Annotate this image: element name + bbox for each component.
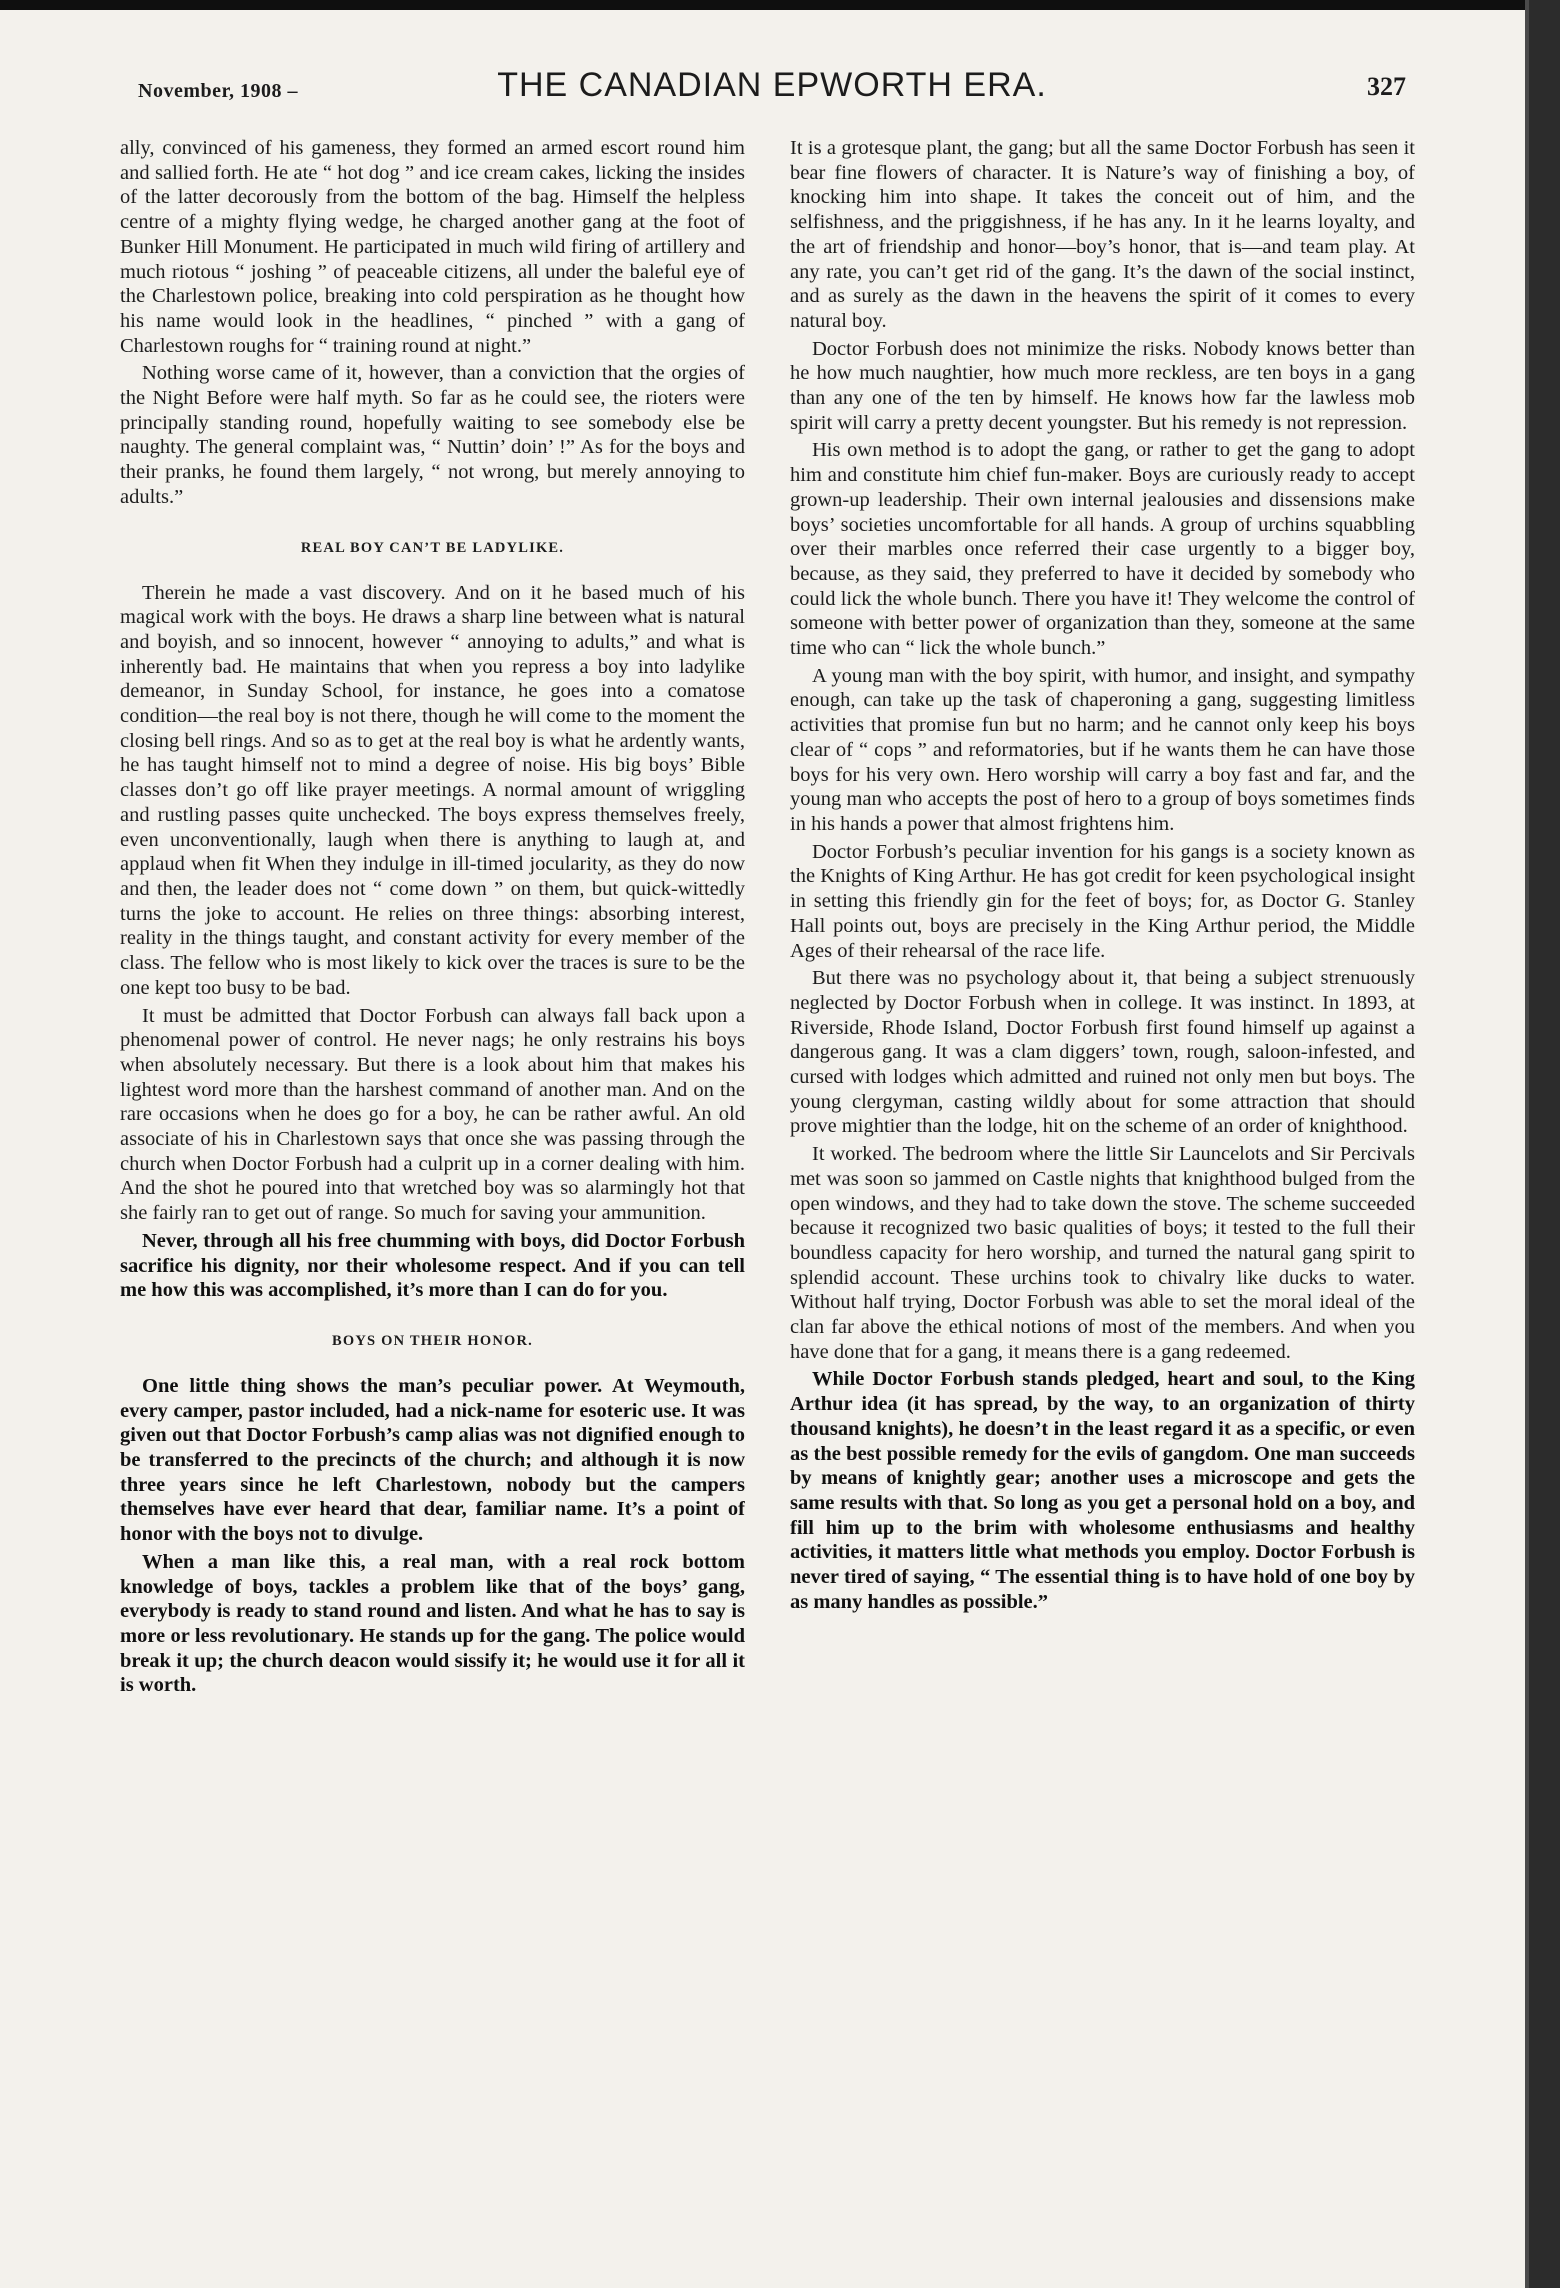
- issue-date: November, 1908 –: [138, 80, 299, 102]
- paragraph: Never, through all his free chumming with boys, did Doctor Forbush sacrifice his dignity, nor their wholesome respect. And if you can tell me how this was accomplished, it’s more than I can do for you.: [120, 1229, 745, 1302]
- paragraph: When a man like this, a real man, with a real rock bottom knowledge of boys, tackles a problem like that of the boys’ gang, everybody is ready to stand round and listen. And what he has to say is more or less revolutionary. He stands up for the gang. The police would break it up; the church deacon would sissify it; he would use it for all it is worth.: [120, 1550, 745, 1697]
- left-column: [120, 136, 745, 2146]
- paragraph: One little thing shows the man’s peculiar power. At Weymouth, every camper, pastor included, had a nick-name for esoteric use. It was given out that Doctor Forbush’s camp alias was not dignified enough to be transferred to the precincts of the church; and although it is now three years since he left Charlestown, nobody but the campers themselves have ever heard that dear, familiar name. It’s a point of honor with the boys not to divulge.: [120, 1374, 745, 1546]
- paragraph: It is a grotesque plant, the gang; but all the same Doctor Forbush has seen it bear fine flowers of character. It is Nature’s way of finishing a boy, of knocking him into shape. It takes the conceit out of him, and the selfishness, and the priggishness, if he has any. In it he learns loyalty, and the art of friendship and honor—boy’s honor, that is—and team play. At any rate, you can’t get rid of the gang. It’s the dawn of the social instinct, and as surely as the dawn in the heavens the spirit of it comes to every natural boy.: [790, 137, 1415, 332]
- magazine-page: [0, 10, 1525, 2288]
- paragraph: It must be admitted that Doctor Forbush can always fall back upon a phenomenal power of control. He never nags; he only restrains his boys when absolutely necessary. But there is a look about him that makes his lightest word more than the harshest command of another man. And on the rare occasions when he does go for a boy, he can be rather awful. An old associate of his in Charlestown says that once she was passing through the church when Doctor Forbush had a culprit up in a corner dealing with him. And the shot he poured into that wretched boy was so alarmingly hot that she fairly ran to get out of range. So much for saving your ammunition.: [120, 1004, 745, 1225]
- paragraph: While Doctor Forbush stands pledged, heart and soul, to the King Arthur idea (it has spread, by the way, to an organization of thirty thousand knights), he doesn’t in the least regard it as a specific, or even as the best possible remedy for the evils of gangdom. One man succeeds by means of knightly gear; another uses a microscope and gets the same results with that. So long as you get a personal hold on a boy, and fill him up to the brim with wholesome enthusiasms and healthy activities, it matters little what methods you employ. Doctor Forbush is never tired of saying, “ The essential thing is to have hold of one boy by as many handles as possible.”: [790, 1368, 1415, 1613]
- paragraph: Therein he made a vast discovery. And on it he based much of his magical work with the boys. He draws a sharp line between what is natural and boyish, and so innocent, however “ annoying to adults,” and what is inherently bad. He maintains that when you repress a boy into ladylike demeanor, in Sunday School, for instance, he goes into a comatose condition—the real boy is not there, though he will come to the moment the closing bell rings. And so as to get at the real boy is what he ardently wants, he has taught himself not to mind a degree of noise. His big boys’ Bible classes don’t go off like prayer meetings. A normal amount of wriggling and rustling passes quite unchecked. The boys express themselves freely, even unconventionally, laugh when there is anything to laugh at, and applaud when fit When they indulge in ill-timed jocularity, as they do now and then, the leader does not “ come down ” on them, but quick-wittedly turns the joke to account. He relies on three things: absorbing interest, reality in the things taught, and constant activity for every member of the class. The fellow who is most likely to kick over the traces is sure to be the one kept too busy to be bad.: [120, 581, 745, 999]
- section-heading: BOYS ON THEIR HONOR.: [332, 1332, 533, 1349]
- paragraph: Nothing worse came of it, however, than a conviction that the orgies of the Night Before were half myth. So far as he could see, the rioters were principally standing round, hopefully waiting to see somebody else be naughty. The general complaint was, “ Nuttin’ doin’ !” As for the boys and their pranks, he found them largely, “ not wrong, but merely annoying to adults.”: [120, 362, 745, 508]
- right-column: [790, 136, 1415, 2146]
- paragraph: ally, convinced of his gameness, they formed an armed escort round him and sallied forth. He ate “ hot dog ” and ice cream cakes, licking the insides of the latter decorously from the bottom of the bag. Himself the helpless centre of a mighty flying wedge, he charged another gang at the foot of Bunker Hill Monument. He participated in much wild firing of artillery and much riotous “ joshing ” of peaceable citizens, all under the baleful eye of the Charlestown police, breaking into cold perspiration as he thought how his name would look in the headlines, “ pinched ” with a gang of Charlestown roughs for “ training round at night.”: [120, 137, 745, 357]
- book-binding-edge: [1525, 0, 1560, 2288]
- page-number: 327: [1367, 72, 1406, 101]
- section-heading: REAL BOY CAN’T BE LADYLIKE.: [300, 539, 565, 556]
- paragraph: But there was no psychology about it, that being a subject strenuously neglected by Doctor Forbush when in college. It was instinct. In 1893, at Riverside, Rhode Island, Doctor Forbush first found himself up against a dangerous gang. It was a clam diggers’ town, rough, saloon-infested, and cursed with lodges which admitted and ruined not only men but boys. The young clergyman, casting wildly about for some attraction that should prove mightier than the lodge, hit on the scheme of an order of knighthood.: [790, 967, 1415, 1138]
- paragraph: Doctor Forbush does not minimize the risks. Nobody knows better than he how much naughtier, how much more reckless, are ten boys in a gang than any one of the ten by himself. He knows how far the lawless mob spirit will carry a pretty decent youngster. But his remedy is not repression.: [790, 337, 1415, 434]
- paragraph: His own method is to adopt the gang, or rather to get the gang to adopt him and constitute him chief fun-maker. Boys are curiously ready to accept grown-up leadership. Their own internal jealousies and dissensions make boys’ societies uncomfortable for all hands. A group of urchins squabbling over their marbles once referred their case urgently to a bigger boy, because, as they said, they preferred to have it decided by somebody who could lick the whole bunch. There you have it! They welcome the control of someone with better power of organization than they, someone at the same time who can “ lick the whole bunch.”: [790, 439, 1415, 660]
- paragraph: It worked. The bedroom where the little Sir Launcelots and Sir Percivals met was soon so jammed on Castle nights that knighthood bulged from the open windows, and they had to take down the stove. The scheme succeeded because it recognized two basic qualities of boys; it tested to the full their boundless capacity for hero worship, and turned the natural gang spirit to splendid account. These urchins took to chivalry like ducks to water. Without half trying, Doctor Forbush was able to set the moral ideal of the clan far above the ethical notions of most of the members. And when you have done that for a gang, it means there is a gang redeemed.: [790, 1143, 1415, 1363]
- page-header: [138, 62, 1406, 118]
- paragraph: Doctor Forbush’s peculiar invention for his gangs is a society known as the Knights of King Arthur. He has got credit for keen psychological insight in setting this friendly gin for the feet of boys; for, as Doctor G. Stanley Hall points out, boys are precisely in the King Arthur period, the Middle Ages of their rehearsal of the race life.: [790, 840, 1415, 962]
- paragraph: A young man with the boy spirit, with humor, and insight, and sympathy enough, can take up the task of chaperoning a gang, suggesting limitless activities that promise fun but no harm; and he cannot only keep his boys clear of “ cops ” and reformatories, but if he wants them he can have those boys for his very own. Hero worship will carry a boy fast and far, and the young man who accepts the post of hero to a group of boys sometimes finds in his hands a power that almost frightens him.: [790, 664, 1415, 835]
- publication-title: THE CANADIAN EPWORTH ERA.: [497, 66, 1047, 104]
